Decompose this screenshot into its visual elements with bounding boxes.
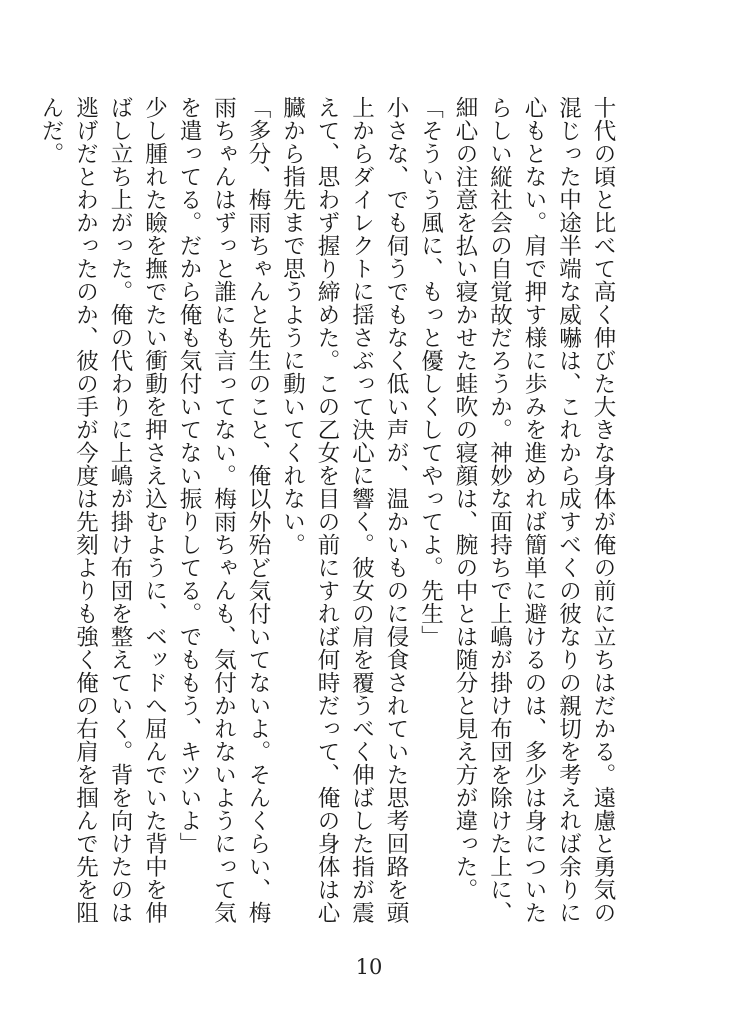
vertical-body-text bbox=[38, 96, 620, 936]
paragraph-3: 小さな、でも伺うでもなく低い声が、温かいものに侵食されていた思考回路を頭上からダイレクトに揺さぶって決心に響く。彼女の肩を覆うべく伸ばした指が震えて、思わず握り締めた。この乙女を目の前にすれば何時だって、俺の身体は心臓から指先まで思うように動いてくれない。 bbox=[279, 96, 409, 924]
paragraph-4: 「多分、梅雨ちゃんと先生のこと、俺以外殆ど気付いてないよ。そんくらい、梅雨ちゃんはずっと誰にも言ってない。梅雨ちゃんも、気付かれないようにって気を遣ってる。だから俺も気付いてない振りしてる。でももう、キツいよ」 bbox=[176, 96, 271, 924]
paragraph-1: 十代の頃と比べて高く伸びた大きな身体が俺の前に立ちはだかる。遠慮と勇気の混じった中途半端な威嚇は、これから成すべくの彼なりの親切を考えれば余りに心もとない。肩で押す様に歩みを進めれば簡単に避けるのは、多少は身についたらしい縦社会の自覚故だろうか。神妙な面持ちで上嶋が掛け布団を除けた上に、細心の注意を払い寝かせた蛙吹の寝顔は、腕の中とは随分と見え方が違った。 bbox=[452, 96, 616, 924]
paragraph-2: 「そういう風に、もっと優しくしてやってよ。先生」 bbox=[417, 96, 444, 648]
page-number: 10 bbox=[355, 955, 383, 979]
paragraph-5: 少し腫れた瞼を撫でたい衝動を押さえ込むように、ベッドへ屈んでいた背中を伸ばし立ち上がった。俺の代わりに上嶋が掛け布団を整えていく。背を向けたのは逃げだとわかったのか、彼の手が今度は先刻よりも強く俺の右肩を掴んで先を阻んだ。 bbox=[38, 96, 168, 924]
